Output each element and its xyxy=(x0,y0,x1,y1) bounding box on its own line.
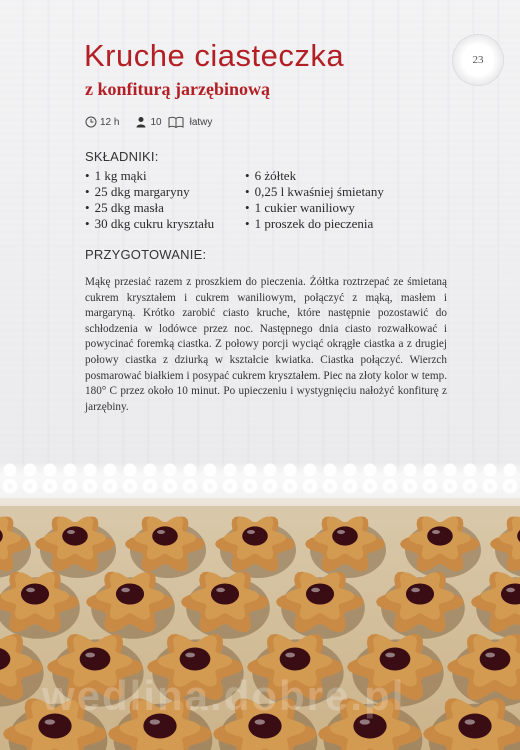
ingredients-column-right xyxy=(245,168,384,232)
cookie xyxy=(181,572,270,639)
cookie xyxy=(247,634,344,707)
servings-value: 10 xyxy=(150,116,162,128)
cookie xyxy=(215,517,296,579)
cookie xyxy=(400,517,481,579)
cookie xyxy=(125,517,206,579)
ingredient-item: • 1 proszek do pieczenia xyxy=(245,216,384,232)
difficulty-info xyxy=(168,116,213,128)
page-number-text: 23 xyxy=(472,54,484,66)
time-value: 12 h xyxy=(100,116,120,128)
recipe-title: Kruche ciasteczka xyxy=(84,38,345,73)
person-icon xyxy=(135,116,147,128)
cookie xyxy=(0,572,80,639)
ingredient-item: • 6 żółtek xyxy=(245,168,384,184)
cookie xyxy=(86,572,175,639)
watermark-text: wedlina.dobre.pl xyxy=(42,672,406,719)
cookie xyxy=(276,572,365,639)
cookie xyxy=(347,634,444,707)
cookie xyxy=(376,572,465,639)
cookie xyxy=(305,517,386,579)
cookies-photo xyxy=(0,498,520,750)
clock-icon xyxy=(85,116,97,128)
ingredient-item: • 30 dkg cukru kryształu xyxy=(85,216,214,232)
cookie xyxy=(47,634,144,707)
cookie xyxy=(35,517,116,579)
recipe-meta xyxy=(85,116,218,128)
preparation-heading: PRZYGOTOWANIE: xyxy=(85,247,207,262)
cookie xyxy=(0,517,31,579)
cookie xyxy=(471,572,520,639)
ingredient-item: • 25 dkg margaryny xyxy=(85,184,214,200)
lace-border xyxy=(0,462,520,506)
cookie xyxy=(147,634,244,707)
book-icon xyxy=(168,116,184,128)
cookies-illustration xyxy=(0,498,520,750)
ingredients-column-left xyxy=(85,168,214,232)
cookie xyxy=(447,634,520,707)
cookie xyxy=(490,517,520,579)
ingredients-heading: SKŁADNIKI: xyxy=(85,149,159,164)
cookie xyxy=(0,634,44,707)
ingredient-item: • 25 dkg masła xyxy=(85,200,214,216)
difficulty-value: łatwy xyxy=(189,116,213,128)
ingredient-item: • 1 kg mąki xyxy=(85,168,214,184)
servings-info xyxy=(135,116,161,128)
time-info xyxy=(85,116,119,128)
recipe-subtitle: z konfiturą jarzębinową xyxy=(85,79,270,99)
page-number xyxy=(452,34,504,86)
preparation-text: Mąkę przesiać razem z proszkiem do pieczenia. Żółtka roztrzepać ze śmietaną cukrem kryształem i cukrem waniliowym, połączyć z mąką, masłem i margaryną. Krótko zarobić ciasto kruche, które następnie pozostawić do schłodzenia w lodówce przez noc. Następnego dnia ciasto rozwałkować i powycinać foremką ciastka. Z połowy porcji wyciąć okrągłe ciastka a z drugiej połowy ciastka z dziurką w kształcie kwiatka. Ciastka połączyć. Wierzch posmarować białkiem i posypać cukrem kryształem. Piec na złoty kolor w temp. 180° C przez około 10 minut. Po upieczeniu i wystygnięciu nałożyć konfiturę z jarzębiny. xyxy=(85,276,447,413)
ingredient-item: • 0,25 l kwaśniej śmietany xyxy=(245,184,384,200)
ingredient-item: • 1 cukier waniliowy xyxy=(245,200,384,216)
